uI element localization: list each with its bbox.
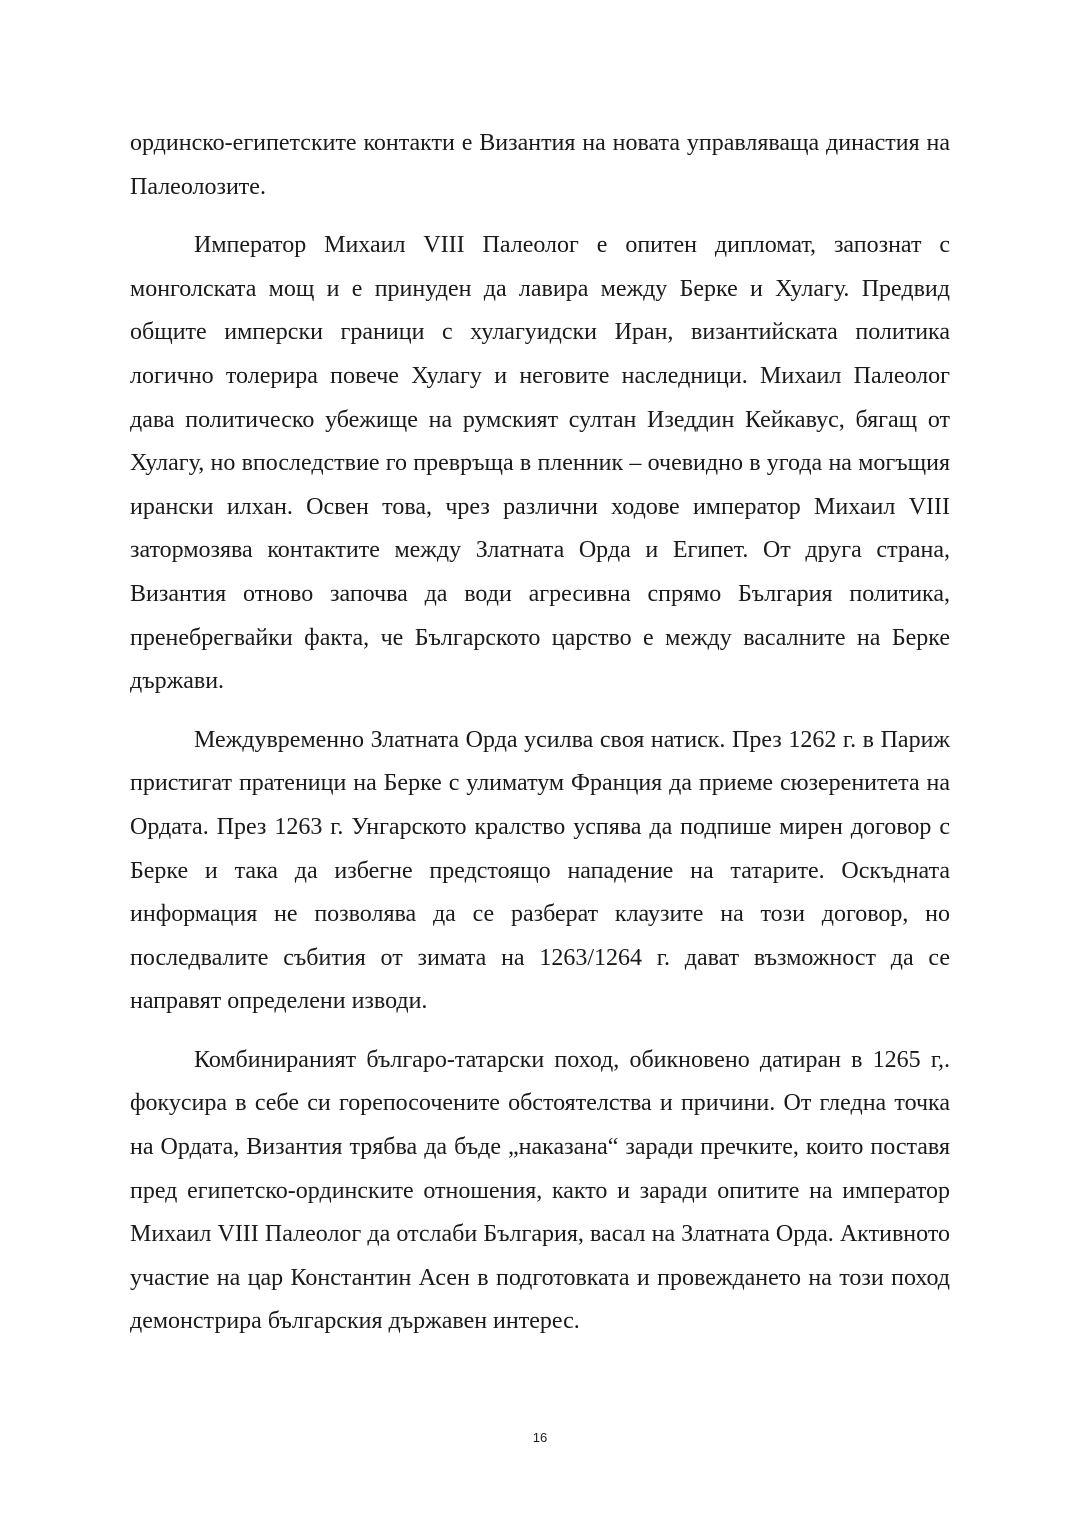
page-number: 16 — [532, 1430, 548, 1445]
paragraph-golden-horde-pressure: Междувременно Златната Орда усилва своя натиск. През 1262 г. в Париж пристигат пратеници на Берке с улиматум Франция да приеме сюзеренитета на Ордата. През 1263 г. Унгарското кралство успява да подпише мирен договор с Берке и така да избегне предстоящо нападение на татарите. Оскъдната информация не позволява да се разберат клаузите на този договор, но последвалите събития от зимата на 1263/1264 г. дават възможност да се направят определени изводи. — [130, 726, 950, 1015]
paragraph-bulgaro-tatar-campaign: Комбинираният българо-татарски поход, обикновено датиран в 1265 г,. фокусира в себе си горепосочените обстоятелства и причини. От гледна точка на Ордата, Византия трябва да бъде „наказана“ заради пречките, които поставя пред египетско-ординските отношения, както и заради опитите на император Михаил VIII Палеолог да отслаби България, васал на Златната Орда. Активното участие на цар Константин Асен в подготовката и провеждането на този поход демонстрира българския държавен интерес. — [130, 1046, 950, 1335]
paragraph-emperor-michael: Император Михаил VIII Палеолог е опитен дипломат, запознат с монголската мощ и е принуден да лавира между Берке и Хулагу. Предвид общите имперски граници с хулагуидски Иран, византийската политика логично толерира повече Хулагу и неговите наследници. Михаил Палеолог дава политическо убежище на румският султан Изеддин Кейкавус, бягащ от Хулагу, но впоследствие го превръща в пленник – очевидно в угода на могъщия ирански илхан. Освен това, чрез различни ходове император Михаил VIII затормозява контактите между Златната Орда и Египет. От друга страна, Византия отново започва да води агресивна спрямо България политика, пренебрегвайки факта, че Българското царство е между васалните на Берке държави. — [130, 232, 950, 695]
body-text — [130, 122, 950, 1359]
paragraph-continuation: ординско-египетските контакти е Византия на новата управляваща династия на Палеолозите. — [130, 130, 950, 200]
